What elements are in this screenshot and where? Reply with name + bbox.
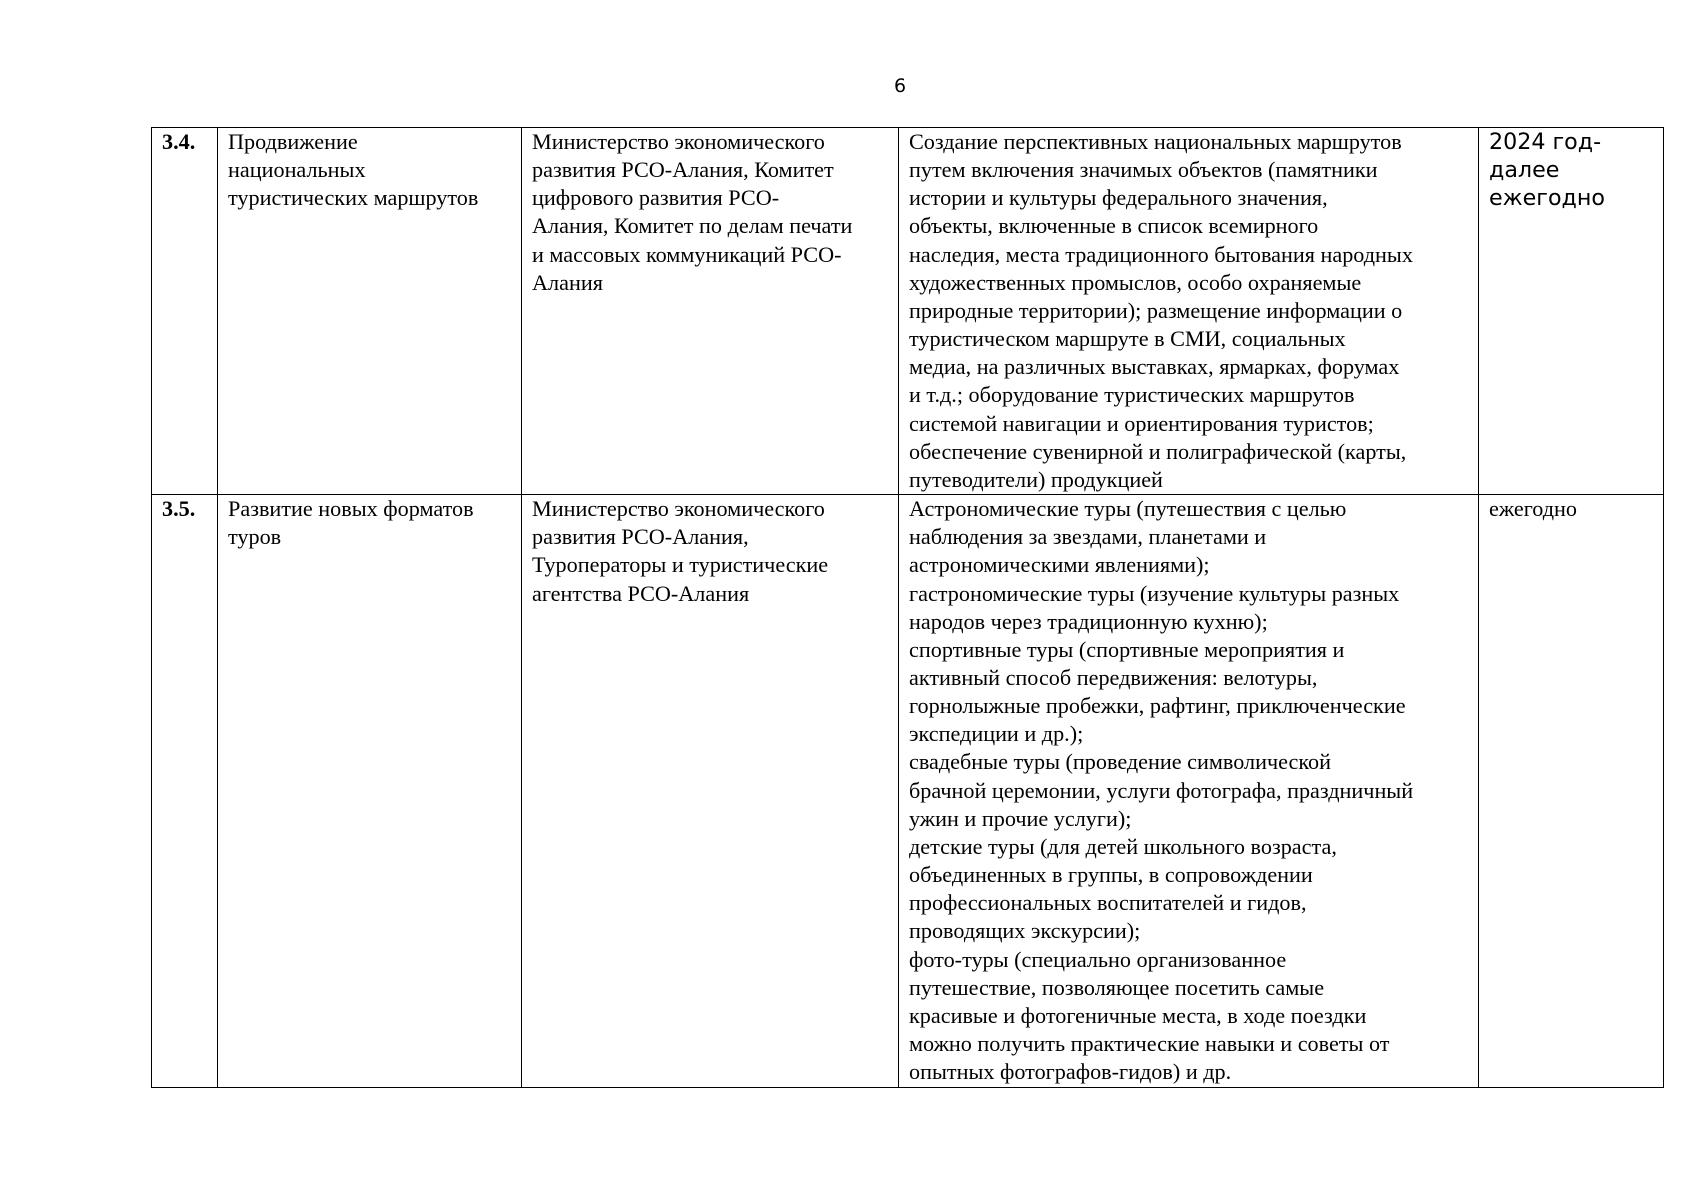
- responsible-cell: Министерство экономического развития РСО-Алания, Туроператоры и туристические агентства РСО-Алания: [522, 495, 899, 1088]
- page-number: 6: [893, 75, 907, 97]
- responsible-cell: Министерство экономического развития РСО-Алания, Комитет цифрового развития РСО- Алания, Комитет по делам печати и массовых коммуникаций РСО- Алания: [522, 128, 899, 495]
- term-cell: 2024 год-далее ежегодно: [1479, 128, 1664, 495]
- term-cell: ежегодно: [1479, 495, 1664, 1088]
- row-number-cell: 3.5.: [152, 495, 218, 1088]
- row-number-cell: 3.4.: [152, 128, 218, 495]
- table-row: [152, 495, 1664, 1088]
- table-row: [152, 128, 1664, 495]
- measure-title-cell: Развитие новых форматов туров: [218, 495, 522, 1088]
- description-cell: Астрономические туры (путешествия с целью наблюдения за звездами, планетами и астрономическими явлениями); гастрономические туры (изучение культуры разных народов через традиционную кухню); спортивные туры (спортивные мероприятия и активный способ передвижения: велотуры, горнолыжные пробежки, рафтинг, приключенческие экспедиции и др.); свадебные туры (проведение символической брачной церемонии, услуги фотографа, праздничный ужин и прочие услуги); детские туры (для детей школьного возраста, объединенных в группы, в сопровождении профессиональных воспитателей и гидов, проводящих экскурсии); фото-туры (специально организованное путешествие, позволяющее посетить самые красивые и фотогеничные места, в ходе поездки можно получить практические навыки и советы от опытных фотографов-гидов) и др.: [899, 495, 1479, 1088]
- measure-title-cell: Продвижение национальных туристических маршрутов: [218, 128, 522, 495]
- measures-table: [151, 127, 1664, 1088]
- description-cell: Создание перспективных национальных маршрутов путем включения значимых объектов (памятники истории и культуры федерального значения, объекты, включенные в список всемирного наследия, места традиционного бытования народных художественных промыслов, особо охраняемые природные территории); размещение информации о туристическом маршруте в СМИ, социальных медиа, на различных выставках, ярмарках, форумах и т.д.; оборудование туристических маршрутов системой навигации и ориентирования туристов; обеспечение сувенирной и полиграфической (карты, путеводители) продукцией: [899, 128, 1479, 495]
